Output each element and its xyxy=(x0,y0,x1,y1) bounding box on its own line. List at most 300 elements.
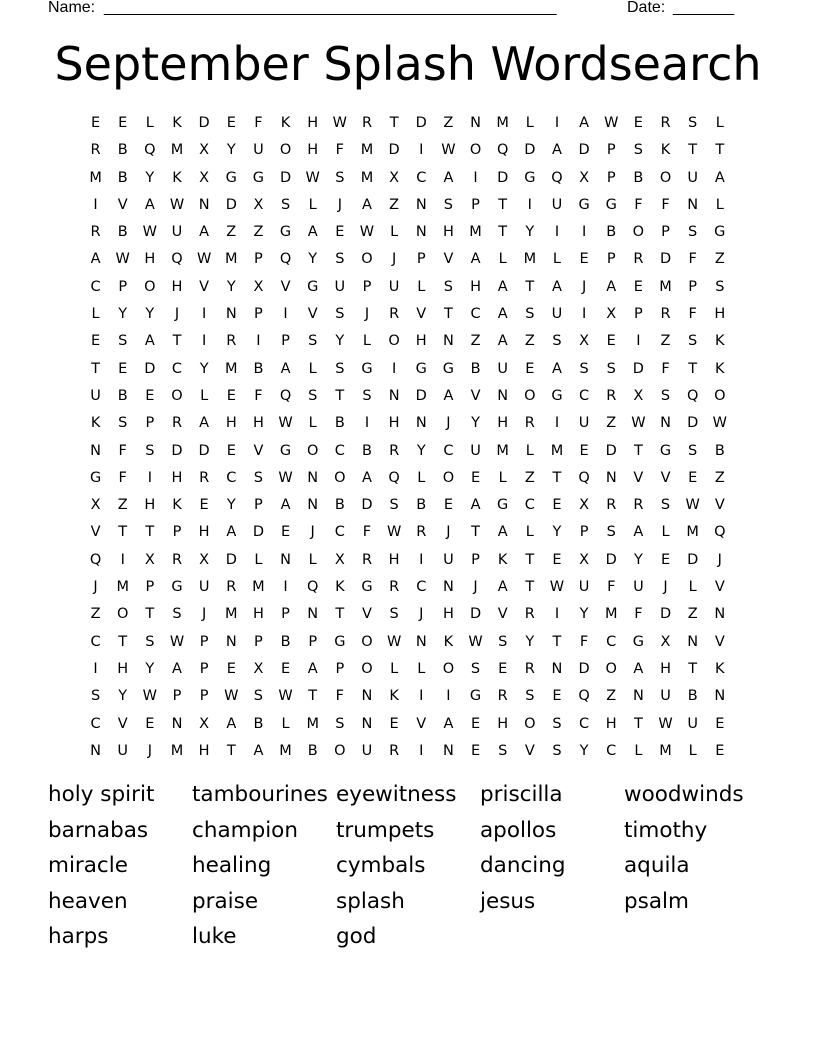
grid-cell: E xyxy=(118,115,128,131)
grid-cell: J xyxy=(663,579,668,596)
grid-cell: Z xyxy=(117,497,128,514)
grid-cell: M xyxy=(252,579,265,596)
grid-cell: Y xyxy=(145,306,155,323)
grid-cell: R xyxy=(497,688,508,705)
grid-cell: H xyxy=(252,606,264,623)
grid-cell: O xyxy=(442,660,455,677)
grid-cell: R xyxy=(226,579,237,596)
grid-cell: D xyxy=(632,360,644,377)
grid-cell: R xyxy=(171,551,183,568)
grid-cell: S xyxy=(90,688,101,705)
grid-cell: L xyxy=(390,224,399,241)
grid-cell: F xyxy=(661,360,670,377)
word-list-item: timothy xyxy=(624,817,708,843)
grid-cell: R xyxy=(226,333,237,350)
grid-cell: W xyxy=(278,688,293,705)
grid-cell: W xyxy=(115,251,130,268)
grid-cell: O xyxy=(279,142,292,159)
grid-cell: C xyxy=(416,579,427,596)
grid-cell: C xyxy=(443,442,454,459)
grid-cell: S xyxy=(253,688,264,705)
grid-cell: T xyxy=(688,142,698,159)
grid-cell: V xyxy=(280,278,291,295)
grid-cell: R xyxy=(660,115,671,131)
grid-cell: E xyxy=(552,551,562,568)
grid-cell: G xyxy=(714,224,726,241)
grid-cell: Q xyxy=(496,142,509,159)
grid-cell: N xyxy=(415,633,427,650)
grid-cell: F xyxy=(335,142,344,159)
grid-cell: N xyxy=(90,742,101,759)
grid-cell: S xyxy=(308,333,318,350)
grid-cell: A xyxy=(443,169,454,186)
grid-cell: M xyxy=(523,251,537,268)
grid-cell: E xyxy=(90,115,101,131)
word-list-item: healing xyxy=(192,853,272,879)
grid-cell: U xyxy=(551,306,563,323)
grid-cell: A xyxy=(470,497,481,514)
grid-cell: I xyxy=(446,688,451,705)
grid-cell: S xyxy=(606,360,616,377)
grid-cell: M xyxy=(659,278,672,295)
grid-cell: U xyxy=(687,169,698,186)
grid-cell: R xyxy=(389,306,400,323)
grid-cell: O xyxy=(117,606,129,623)
grid-cell: T xyxy=(552,633,562,650)
grid-cell: U xyxy=(687,715,698,732)
grid-cell: T xyxy=(118,633,128,650)
grid-cell: X xyxy=(90,497,101,514)
grid-cell: I xyxy=(283,579,288,596)
grid-cell: N xyxy=(470,115,481,131)
grid-cell: O xyxy=(361,660,373,677)
word-list-item: heaven xyxy=(48,888,128,914)
grid-cell: E xyxy=(389,715,399,732)
grid-cell: W xyxy=(386,633,402,650)
grid-cell: C xyxy=(334,524,345,541)
grid-cell: U xyxy=(633,579,644,596)
grid-cell: M xyxy=(360,142,374,159)
grid-cell: R xyxy=(416,524,427,541)
grid-cell: V xyxy=(714,497,725,514)
grid-cell: A xyxy=(579,115,590,131)
grid-cell: G xyxy=(279,224,292,241)
grid-row xyxy=(82,519,734,546)
grid-cell: B xyxy=(334,415,345,432)
grid-cell: X xyxy=(633,387,644,404)
grid-cell: Y xyxy=(633,551,643,568)
grid-cell: L xyxy=(715,196,724,213)
grid-cell: Y xyxy=(118,688,128,705)
grid-cell: I xyxy=(283,306,288,323)
grid-cell: F xyxy=(254,387,263,404)
grid-cell: N xyxy=(687,633,699,650)
grid-cell: Y xyxy=(308,251,318,268)
grid-cell: X xyxy=(253,660,264,677)
grid-cell: Y xyxy=(145,169,155,186)
grid-cell: P xyxy=(172,688,182,705)
grid-cell: S xyxy=(688,333,698,350)
grid-cell: Y xyxy=(145,660,155,677)
grid-cell: F xyxy=(607,579,616,596)
grid-cell: S xyxy=(579,360,589,377)
grid-cell: P xyxy=(281,333,290,350)
grid-cell: B xyxy=(280,633,291,650)
grid-cell: S xyxy=(552,333,562,350)
grid-cell: Z xyxy=(253,224,264,241)
grid-cell: P xyxy=(579,524,589,541)
grid-cell: D xyxy=(605,442,617,459)
name-blank-line: ____________________________________________________ xyxy=(104,0,557,16)
grid-cell: N xyxy=(415,415,427,432)
grid-cell: M xyxy=(306,715,319,732)
grid-cell: M xyxy=(496,442,509,459)
grid-cell: P xyxy=(254,633,263,650)
grid-cell: B xyxy=(606,224,617,241)
grid-cell: P xyxy=(172,524,182,541)
grid-cell: N xyxy=(442,742,454,759)
grid-cell: T xyxy=(498,196,508,213)
grid-cell: M xyxy=(686,524,699,541)
grid-cell: H xyxy=(442,606,454,623)
grid-cell: H xyxy=(117,660,129,677)
grid-cell: L xyxy=(308,415,317,432)
grid-cell: A xyxy=(443,387,454,404)
grid-cell: Z xyxy=(714,469,725,486)
grid-cell: A xyxy=(633,660,644,677)
grid-cell: C xyxy=(606,742,617,759)
grid-cell: C xyxy=(334,442,345,459)
grid-cell: Y xyxy=(579,606,589,623)
grid-cell: C xyxy=(470,306,481,323)
grid-cell: H xyxy=(605,715,617,732)
grid-cell: P xyxy=(661,224,670,241)
grid-cell: O xyxy=(714,387,726,404)
grid-cell: K xyxy=(172,497,182,514)
page-title: September Splash Wordsearch xyxy=(54,37,762,91)
grid-cell: W xyxy=(685,497,700,514)
word-list-item: woodwinds xyxy=(624,782,744,807)
grid-cell: P xyxy=(634,306,643,323)
grid-cell: C xyxy=(90,715,101,732)
grid-cell: V xyxy=(443,251,454,268)
grid-row xyxy=(82,738,734,765)
grid-cell: S xyxy=(172,606,182,623)
grid-cell: G xyxy=(252,169,265,186)
grid-cell: F xyxy=(118,442,127,459)
grid-cell: D xyxy=(388,142,400,159)
grid-cell: A xyxy=(552,278,562,295)
grid-cell: I xyxy=(93,196,98,213)
grid-cell: U xyxy=(551,196,563,213)
grid-cell: P xyxy=(308,633,318,650)
grid-cell: G xyxy=(334,633,346,650)
grid-cell: E xyxy=(470,715,481,732)
grid-cell: P xyxy=(145,415,155,432)
grid-cell: A xyxy=(497,278,508,295)
grid-cell: C xyxy=(524,497,535,514)
grid-cell: G xyxy=(415,360,427,377)
grid-cell: X xyxy=(389,169,400,186)
grid-cell: E xyxy=(280,524,291,541)
grid-cell: Y xyxy=(335,333,345,350)
grid-row xyxy=(82,683,734,710)
grid-cell: Y xyxy=(199,360,209,377)
grid-cell: G xyxy=(524,169,536,186)
grid-cell: T xyxy=(118,524,128,541)
grid-cell: Q xyxy=(306,579,319,596)
grid-cell: R xyxy=(171,415,183,432)
grid-cell: O xyxy=(524,387,536,404)
grid-cell: E xyxy=(335,224,345,241)
grid-cell: J xyxy=(581,278,587,295)
grid-row xyxy=(82,328,734,355)
grid-cell: I xyxy=(554,224,560,241)
grid-cell: E xyxy=(226,387,236,404)
grid-cell: C xyxy=(171,360,183,377)
grid-cell: I xyxy=(93,660,98,677)
grid-cell: I xyxy=(554,415,560,432)
grid-cell: P xyxy=(254,306,263,323)
grid-cell: Q xyxy=(279,387,292,404)
grid-cell: I xyxy=(391,360,397,377)
grid-cell: A xyxy=(90,251,101,268)
grid-cell: B xyxy=(416,497,427,514)
grid-row xyxy=(82,274,734,301)
grid-cell: I xyxy=(419,742,424,759)
grid-cell: H xyxy=(388,415,400,432)
grid-cell: Y xyxy=(525,224,535,241)
grid-cell: L xyxy=(525,524,534,541)
grid-cell: T xyxy=(715,142,725,159)
grid-cell: A xyxy=(253,742,264,759)
grid-cell: R xyxy=(361,551,373,568)
grid-cell: H xyxy=(171,469,183,486)
grid-cell: H xyxy=(497,415,509,432)
grid-cell: P xyxy=(335,660,345,677)
grid-cell: Z xyxy=(443,115,454,131)
word-list-item: barnabas xyxy=(48,817,149,843)
grid-cell: E xyxy=(579,442,589,459)
grid-cell: Z xyxy=(470,333,481,350)
grid-cell: X xyxy=(334,551,345,568)
grid-cell: H xyxy=(144,497,156,514)
grid-cell: R xyxy=(90,224,101,241)
grid-row xyxy=(82,219,734,246)
grid-cell: I xyxy=(201,333,207,350)
grid-cell: A xyxy=(497,579,508,596)
grid-cell: C xyxy=(90,633,101,650)
grid-row xyxy=(82,410,734,437)
grid-cell: W xyxy=(441,142,456,159)
grid-cell: N xyxy=(632,688,644,705)
grid-cell: R xyxy=(606,387,617,404)
grid-cell: W xyxy=(712,415,727,432)
grid-cell: V xyxy=(253,442,264,459)
grid-cell: S xyxy=(633,142,643,159)
grid-cell: V xyxy=(714,579,725,596)
grid-cell: T xyxy=(633,715,643,732)
grid-cell: C xyxy=(226,469,237,486)
grid-cell: T xyxy=(633,442,643,459)
grid-cell: Z xyxy=(226,224,237,241)
grid-cell: L xyxy=(91,306,100,323)
grid-cell: R xyxy=(524,606,535,623)
grid-cell: G xyxy=(469,688,482,705)
grid-cell: H xyxy=(388,551,400,568)
grid-cell: E xyxy=(443,497,453,514)
grid-cell: O xyxy=(144,278,156,295)
grid-cell: M xyxy=(170,142,184,159)
grid-cell: D xyxy=(659,251,672,268)
grid-cell: E xyxy=(280,660,291,677)
grid-cell: S xyxy=(389,497,399,514)
grid-cell: Z xyxy=(606,688,617,705)
grid-cell: L xyxy=(498,469,507,486)
grid-cell: D xyxy=(659,606,672,623)
grid-cell: K xyxy=(90,415,101,432)
grid-cell: T xyxy=(172,333,182,350)
grid-cell: G xyxy=(551,387,563,404)
grid-cell: H xyxy=(415,333,427,350)
grid-row xyxy=(82,492,734,519)
grid-cell: T xyxy=(145,524,155,541)
grid-row xyxy=(82,711,734,738)
grid-cell: D xyxy=(361,497,373,514)
grid-cell: Y xyxy=(226,142,236,159)
grid-cell: A xyxy=(307,224,318,241)
grid-cell: B xyxy=(470,360,481,377)
grid-cell: P xyxy=(199,688,209,705)
grid-cell: L xyxy=(145,115,154,131)
grid-cell: W xyxy=(631,415,646,432)
grid-cell: Q xyxy=(171,251,183,268)
grid-cell: X xyxy=(253,278,264,295)
grid-cell: I xyxy=(419,551,424,568)
grid-cell: F xyxy=(688,306,697,323)
grid-cell: T xyxy=(552,469,562,486)
grid-cell: P xyxy=(362,278,372,295)
grid-cell: X xyxy=(579,333,590,350)
grid-cell: G xyxy=(307,278,319,295)
grid-cell: S xyxy=(118,333,128,350)
grid-cell: S xyxy=(335,251,345,268)
grid-cell: Y xyxy=(226,497,236,514)
grid-cell: L xyxy=(498,251,507,268)
grid-cell: M xyxy=(116,579,129,596)
grid-cell: Q xyxy=(144,142,156,159)
grid-cell: P xyxy=(471,551,480,568)
grid-cell: U xyxy=(497,360,508,377)
grid-cell: E xyxy=(633,115,643,131)
grid-cell: M xyxy=(550,442,564,459)
grid-cell: S xyxy=(335,715,345,732)
grid-cell: B xyxy=(253,715,264,732)
grid-cell: L xyxy=(661,524,670,541)
grid-cell: O xyxy=(632,224,645,241)
letter-grid xyxy=(82,110,734,765)
grid-cell: P xyxy=(606,142,616,159)
grid-cell: E xyxy=(498,660,508,677)
grid-cell: K xyxy=(497,551,508,568)
grid-cell: P xyxy=(145,579,155,596)
grid-cell: L xyxy=(417,278,426,295)
grid-row xyxy=(82,137,734,164)
grid-cell: L xyxy=(417,469,426,486)
grid-cell: E xyxy=(226,660,236,677)
grid-cell: B xyxy=(334,497,345,514)
grid-cell: J xyxy=(337,196,342,213)
grid-cell: V xyxy=(199,278,210,295)
grid-cell: S xyxy=(688,115,698,131)
grid-cell: X xyxy=(579,169,590,186)
grid-cell: I xyxy=(419,688,424,705)
grid-cell: T xyxy=(688,660,698,677)
grid-cell: H xyxy=(225,415,237,432)
grid-cell: U xyxy=(117,742,129,759)
grid-cell: B xyxy=(253,360,264,377)
grid-cell: D xyxy=(415,387,427,404)
grid-cell: A xyxy=(633,524,644,541)
grid-cell: I xyxy=(147,469,152,486)
grid-cell: B xyxy=(117,224,128,241)
grid-cell: W xyxy=(278,469,293,486)
word-list-item: praise xyxy=(192,888,259,914)
grid-cell: L xyxy=(200,387,209,404)
grid-cell: Q xyxy=(89,551,102,568)
grid-cell: P xyxy=(254,251,263,268)
grid-cell: G xyxy=(442,360,455,377)
grid-cell: K xyxy=(443,633,454,650)
grid-cell: S xyxy=(552,715,562,732)
grid-cell: K xyxy=(715,333,725,350)
grid-cell: D xyxy=(469,606,482,623)
grid-cell: Q xyxy=(714,524,726,541)
grid-cell: R xyxy=(633,497,644,514)
grid-cell: N xyxy=(415,224,427,241)
grid-cell: D xyxy=(252,524,264,541)
grid-cell: O xyxy=(659,169,672,186)
grid-row xyxy=(82,246,734,273)
grid-cell: V xyxy=(524,742,535,759)
grid-cell: A xyxy=(606,278,617,295)
grid-cell: X xyxy=(199,169,210,186)
grid-cell: C xyxy=(579,387,590,404)
grid-cell: R xyxy=(633,251,644,268)
grid-cell: Z xyxy=(606,415,617,432)
grid-row xyxy=(82,656,734,683)
grid-cell: N xyxy=(497,387,509,404)
grid-cell: A xyxy=(144,196,155,213)
grid-cell: Q xyxy=(279,251,292,268)
grid-cell: J xyxy=(201,606,207,623)
grid-cell: S xyxy=(253,469,264,486)
grid-cell: T xyxy=(443,306,453,323)
grid-cell: M xyxy=(469,224,482,241)
grid-cell: W xyxy=(142,224,158,241)
grid-cell: L xyxy=(715,115,724,131)
grid-cell: U xyxy=(253,142,264,159)
grid-cell: H xyxy=(442,224,454,241)
grid-row xyxy=(82,192,734,219)
grid-cell: S xyxy=(525,306,535,323)
grid-cell: L xyxy=(254,551,263,568)
grid-cell: V xyxy=(714,633,725,650)
grid-cell: X xyxy=(199,551,210,568)
grid-cell: E xyxy=(579,251,589,268)
grid-cell: Y xyxy=(416,442,426,459)
grid-cell: H xyxy=(171,278,183,295)
